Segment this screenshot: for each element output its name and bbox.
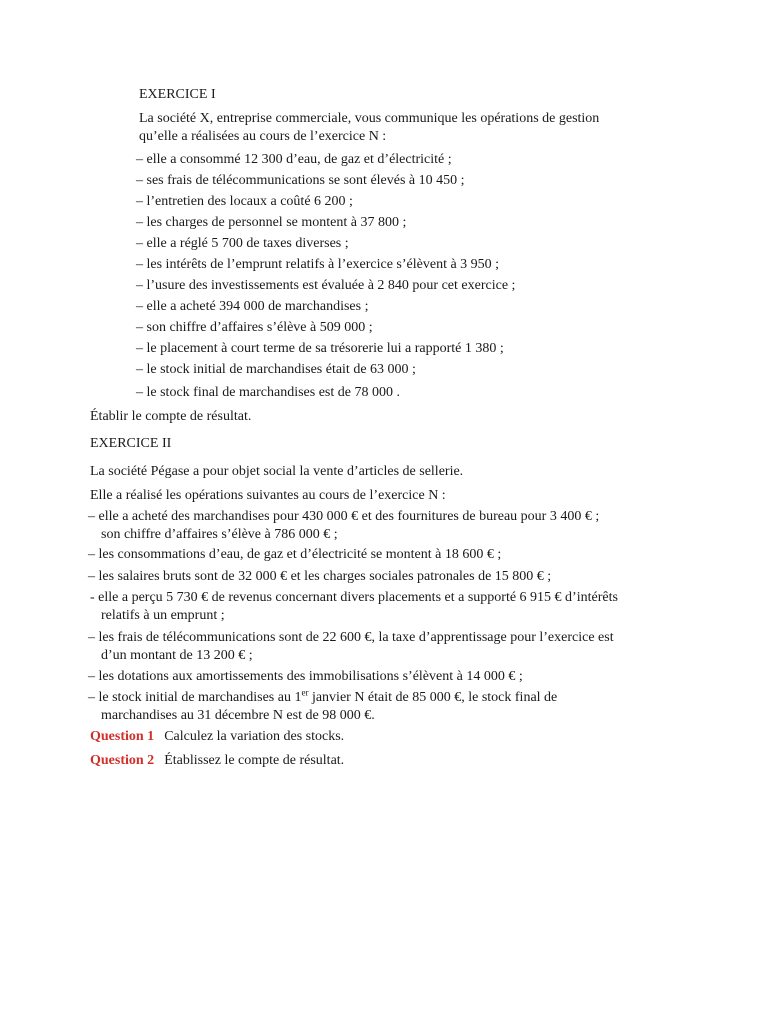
question-2: [90, 752, 344, 770]
exercise-1-intro-line-1: La société X, entreprise commerciale, vous communique les opérations de gestion: [139, 111, 600, 126]
question-text: Établissez le compte de résultat.: [164, 753, 345, 768]
question-text: Calculez la variation des stocks.: [164, 729, 345, 744]
exercise-1-item: – l’usure des investissements est évaluée à 2 840 pour cet exercice ;: [136, 278, 516, 293]
stock-line-part-2: janvier N était de 85 000 €, le stock final de: [308, 690, 558, 705]
exercise-1-item: – le placement à court terme de sa trésorerie lui a rapporté 1 380 ;: [136, 341, 504, 356]
exercise-1-task: Établir le compte de résultat.: [90, 409, 252, 424]
question-label: Question 1: [90, 729, 155, 744]
exercise-1-item: – l’entretien des locaux a coûté 6 200 ;: [136, 194, 353, 209]
exercise-2-intro-line-2: Elle a réalisé les opérations suivantes au cours de l’exercice N :: [90, 488, 446, 503]
exercise-2-line: [88, 689, 557, 707]
exercise-1-item: – les intérêts de l’emprunt relatifs à l’exercice s’élèvent à 3 950 ;: [136, 257, 500, 272]
exercise-2-line: – les frais de télécommunications sont de 22 600 €, la taxe d’apprentissage pour l’exercice est: [88, 630, 614, 645]
ordinal-superscript: er: [301, 687, 309, 698]
exercise-2-line: – les salaires bruts sont de 32 000 € et les charges sociales patronales de 15 800 € ;: [88, 569, 552, 584]
question-label: Question 2: [90, 753, 155, 768]
exercise-1-intro-line-2: qu’elle a réalisées au cours de l’exercice N :: [139, 129, 387, 144]
stock-line-part-1: – le stock initial de marchandises au 1: [88, 690, 302, 705]
exercise-2-line: – elle a acheté des marchandises pour 430 000 € et des fournitures de bureau pour 3 400 € ;: [88, 509, 600, 524]
exercise-2-line: d’un montant de 13 200 € ;: [101, 648, 253, 663]
exercise-2-title: EXERCICE II: [90, 436, 172, 451]
exercise-1-item: – ses frais de télécommunications se sont élevés à 10 450 ;: [136, 173, 465, 188]
exercise-2-line: son chiffre d’affaires s’élève à 786 000 € ;: [101, 527, 338, 542]
exercise-2-line: relatifs à un emprunt ;: [101, 608, 225, 623]
exercise-1-item: – les charges de personnel se montent à 37 800 ;: [136, 215, 407, 230]
exercise-1-title: EXERCICE I: [139, 87, 216, 102]
exercise-2-line: – les consommations d’eau, de gaz et d’électricité se montent à 18 600 € ;: [88, 547, 502, 562]
exercise-1-item: – le stock final de marchandises est de 78 000 .: [136, 385, 400, 400]
exercise-1-item: – elle a consommé 12 300 d’eau, de gaz et d’électricité ;: [136, 152, 452, 167]
exercise-1-item: – son chiffre d’affaires s’élève à 509 000 ;: [136, 320, 373, 335]
exercise-1-item: – elle a acheté 394 000 de marchandises ;: [136, 299, 369, 314]
exercise-2-intro-line-1: La société Pégase a pour objet social la vente d’articles de sellerie.: [90, 464, 464, 479]
exercise-2-line: - elle a perçu 5 730 € de revenus concernant divers placements et a supporté 6 915 € d’intérêts: [90, 590, 618, 605]
exercise-2-line: – les dotations aux amortissements des immobilisations s’élèvent à 14 000 € ;: [88, 669, 523, 684]
exercise-1-item: – elle a réglé 5 700 de taxes diverses ;: [136, 236, 349, 251]
exercise-1-item: – le stock initial de marchandises était de 63 000 ;: [136, 362, 416, 377]
question-1: [90, 728, 344, 746]
exercise-2-line: marchandises au 31 décembre N est de 98 000 €.: [101, 708, 375, 723]
